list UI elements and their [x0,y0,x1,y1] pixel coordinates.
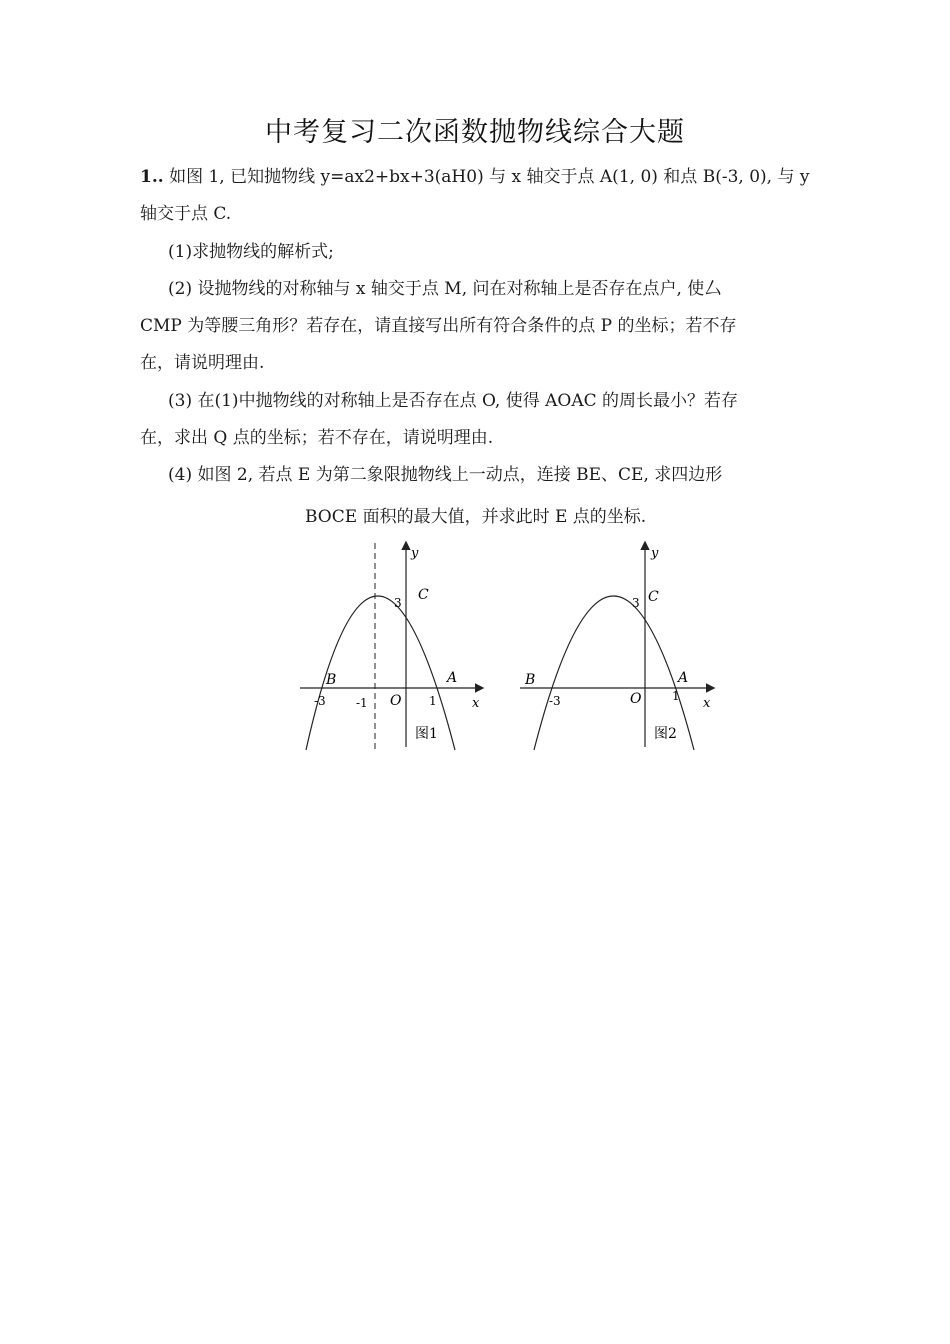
fig1-point-c-label: C [418,587,429,603]
fig1-caption: 图1 [415,726,438,742]
fig1-point-a-label: A [447,670,458,686]
fig2-y-tick-3: 3 [632,596,640,610]
fig2-point-c-label: C [648,589,659,605]
figures [290,535,730,759]
fig1-x-tick-neg3: -3 [314,694,326,708]
fig1-origin-label: O [390,693,402,709]
question-2-line-3: 在，请说明理由. [140,353,265,373]
figures-svg [290,535,730,755]
question-1: (1)求抛物线的解析式; [168,242,334,262]
fig2-origin-label: O [630,691,642,707]
fig2-x-label: x [703,696,711,711]
fig2-y-label: y [651,546,659,561]
question-4-line-2: BOCE 面积的最大值，并求此时 E 点的坐标. [305,507,647,527]
question-3-line-2: 在，求出 Q 点的坐标；若不存在，请说明理由. [140,428,494,448]
fig1-y-tick-3: 3 [394,596,402,610]
question-4-line-1: (4) 如图 2, 若点 E 为第二象限抛物线上一动点，连接 BE、CE, 求四边形 [168,465,723,485]
question-3-line-1: (3) 在(1)中抛物线的对称轴上是否存在点 O, 使得 AOAC 的周长最小？若存 [168,391,739,411]
problem-text-1: 如图 1, 已知抛物线 y=ax2+bx+3(aH0) 与 x 轴交于点 A(1, 0) 和点 B(-3, 0), 与 y [163,167,810,187]
fig1-y-label: y [411,546,419,561]
question-2-line-2: CMP 为等腰三角形？若存在，请直接写出所有符合条件的点 P 的坐标；若不存 [140,316,737,336]
fig2-x-tick-neg3: -3 [549,694,561,708]
fig2-point-a-label: A [678,670,689,686]
fig1-x-tick-1: 1 [429,694,437,708]
problem-number: 1.. [140,167,164,187]
figure-1 [300,543,482,753]
problem-line-1 [140,166,809,188]
fig2-caption: 图2 [654,726,677,742]
fig1-x-tick-neg1: -1 [356,696,368,710]
problem-line-2: 轴交于点 C. [140,204,232,224]
page-title: 中考复习二次函数抛物线综合大题 [265,117,685,148]
fig2-point-b-label: B [525,672,536,688]
fig1-point-b-label: B [326,672,337,688]
fig1-x-label: x [472,696,480,711]
question-2-line-1: (2) 设抛物线的对称轴与 x 轴交于点 M, 问在对称轴上是否存在点户, 使厶 [168,279,722,299]
fig2-x-tick-1: 1 [672,689,680,703]
figure-2 [520,543,713,750]
